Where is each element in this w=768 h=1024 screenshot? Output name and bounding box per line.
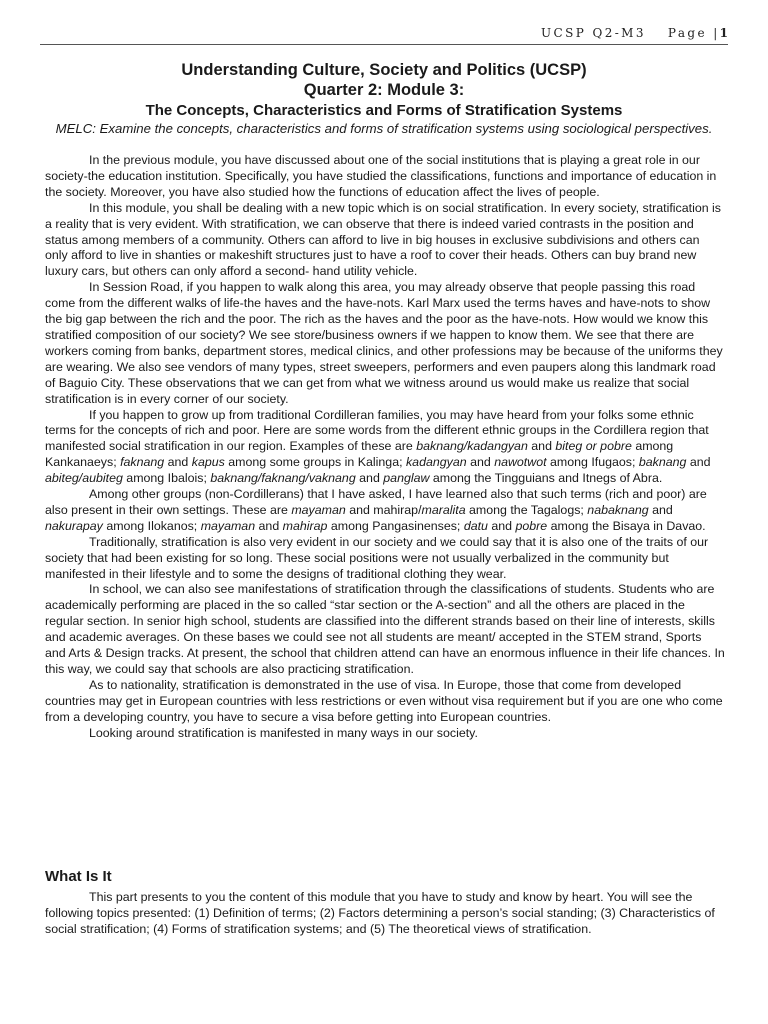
paragraph: As to nationality, stratification is demonstrated in the use of visa. In Europe, those that come from developed countries may get in European countries with less restrictions or even without visa requirement but if you are one who come from a developing country, you have to secure a visa before getting into European countries. (45, 677, 723, 724)
topic-title: The Concepts, Characteristics and Forms of Stratification Systems (145, 102, 623, 119)
body-text (45, 153, 725, 742)
paragraph-cordillera-terms: If you happen to grow up from traditional Cordilleran families, you may have heard from your folks some ethnic terms for the concepts of rich and poor. Here are some words from the different ethnic groups in the Cordillera region that manifested social stratification in our region. Examples of these are baknang/kadangyan and biteg or pobre among Kankanaeys; faknang and kapus among some groups in Kalinga; kadangyan and nawotwot among Ifugaos; baknang and abiteg/aubiteg among Ibalois; baknang/faknang/vaknang and panglaw among the Tingguians and Itnegs of Abra. (45, 407, 711, 486)
paragraph: In Session Road, if you happen to walk along this area, you may already observe that people passing this road come from the different walks of life-the haves and the have-nots. Karl Marx used the terms haves and have-nots to show the big gap between the rich and the poor. The rich as the haves and the poor as the have-nots. How would we know this stratified composition of our society? We see store/business owners if we happen to know them. We see that there are workers coming from banks, department stores, medical clinics, and other professions may be because of the uniforms they are wearing. We also see vendors of many types, street sweepers, performers and even paupers along this landmark road of Baguio City. These observations that we can get from what we witness around us would make us realize that social stratification is in every corner of our society. (45, 280, 723, 406)
document-title: Understanding Culture, Society and Politics (UCSP) (181, 61, 587, 79)
section-heading-what-is-it: What Is It (45, 868, 112, 885)
quarter-module-title: Quarter 2: Module 3: (303, 81, 465, 99)
header-rule (40, 44, 728, 45)
page-label: Page | (667, 26, 720, 40)
paragraph-other-groups: Among other groups (non-Cordillerans) that I have asked, I have learned also that such terms (rich and poor) are also present in their own settings. These are mayaman and mahirap/maralita among the Tagalogs; nabaknang and nakurapay among Ilokanos; mayaman and mahirap among Pangasinenses; datu and pobre among the Bisaya in Davao. (45, 487, 707, 533)
paragraph: Looking around stratification is manifested in many ways in our society. (89, 725, 478, 740)
melc-statement: MELC: Examine the concepts, characteristics and forms of stratification systems using sociological perspectives. (55, 121, 713, 136)
what-is-it-text (45, 890, 725, 938)
paragraph: In the previous module, you have discussed about one of the social institutions that is playing a great role in our society-the education institution. Specifically, you have studied the classifications, functions and importance of education in the society. Moreover, you have also studied how the functions of education affect the lives of people. (45, 153, 717, 199)
title-block (40, 60, 728, 136)
paragraph: This part presents to you the content of this module that you have to study and know by heart. You will see the following topics presented: (1) Definition of terms; (2) Factors determining a person’s social standing; (3) Characteristics of social stratification; (4) Forms of stratification systems; and (5) The theoretical views of stratification. (45, 890, 715, 936)
module-code: UCSP Q2-M3 (541, 26, 646, 40)
paragraph: In school, we can also see manifestations of stratification through the classifications of students. Students who are academically performing are placed in the so called “star section or the A-section” and all the others are placed in the regular section. In senior high school, students are classified into the different strands based on their line of interests, skills and academic averages. On these bases we could see not all students are meant/ accepted in the STEM strand, Sports and Arts & Design tracks. At present, the school that children attend can have an enormous influence in their life chances. In this way, we could say that schools are also practicing stratification. (45, 582, 725, 676)
paragraph: In this module, you shall be dealing with a new topic which is on social stratification. In every society, stratification is a reality that is very evident. With stratification, we can observe that there is indeed varied contrasts in the position and status among members of a community. Others can afford to live in big houses in exclusive subdivisions and others can only afford to live in shanties or makeshift structures just to have a roof to cover their heads. Others can buy brand new luxury cars, but others can only afford a second- hand utility vehicle. (45, 200, 721, 279)
page-header (40, 26, 728, 44)
paragraph: Traditionally, stratification is also very evident in our society and we could say that it is also one of the traits of our society that had been existing for so long. These social positions were not usually verbalized in the community but manifested in their lifestyle and to some the designs of traditional clothing they wear. (45, 534, 709, 581)
page-number: 1 (719, 26, 728, 40)
